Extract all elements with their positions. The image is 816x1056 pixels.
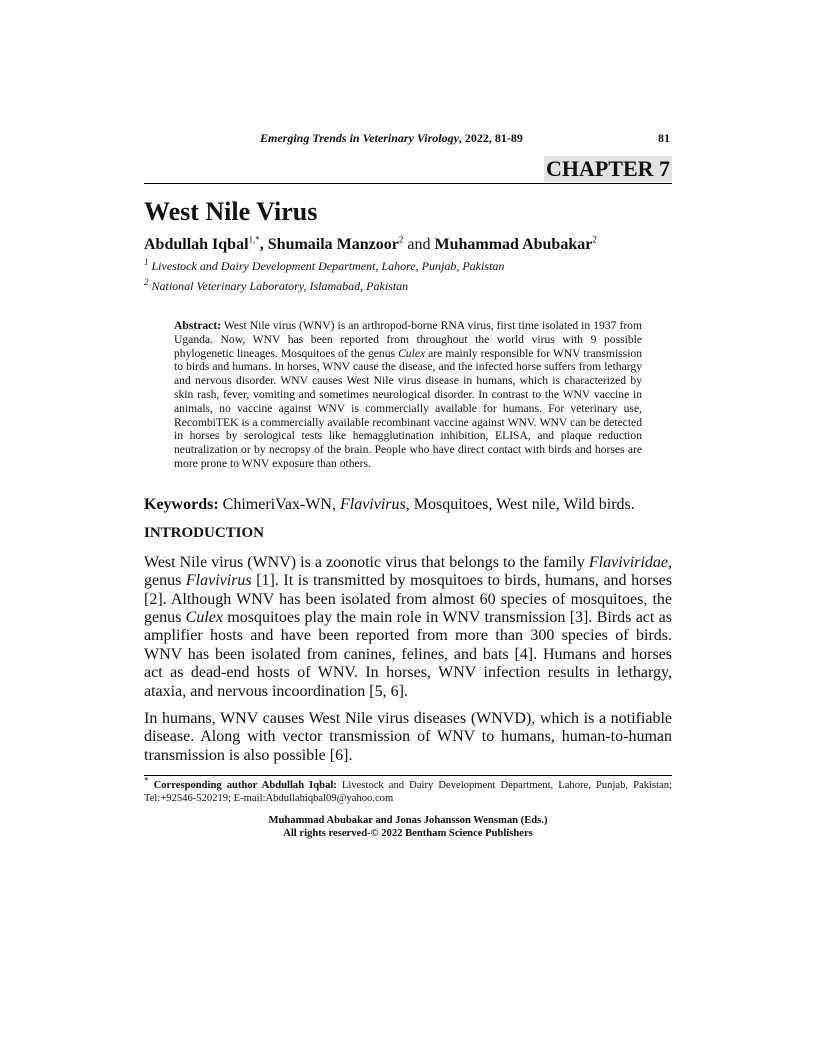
author-name: Abdullah Iqbal: [144, 236, 249, 253]
footnote-label: Corresponding author Abdullah Iqbal:: [153, 780, 337, 792]
editors-line: Muhammad Abubakar and Jonas Johansson Wensman (Eds.): [268, 815, 548, 827]
author-affiliation-mark: 1,*: [248, 234, 260, 245]
journal-title: Emerging Trends in Veterinary Virology: [260, 131, 459, 145]
text: mosquitoes play the main role in WNV transmission [3]. Birds act as amplifier hosts and have been reported from more than 300 species of birds. WNV has been isolated from canines, felines, and bats [4]. Humans and horses act as dead-end hosts of WNV. In horses, WNV infection results in lethargy, ataxia, and nervous incoordination [5, 6].: [144, 608, 673, 700]
section-heading: INTRODUCTION: [144, 524, 265, 541]
copyright-line: All rights reserved-© 2022 Bentham Science Publishers: [283, 827, 533, 839]
affiliation-text: National Veterinary Laboratory, Islamabad, Pakistan: [151, 279, 409, 293]
keywords-text: ChimeriVax-WN,: [218, 495, 340, 513]
italic-text: Flaviviridae: [588, 553, 668, 571]
author-list: [144, 235, 597, 255]
journal-year-pages: , 2022, 81-89: [458, 131, 523, 145]
body-paragraph: [144, 554, 672, 701]
footnote-text: Livestock and Dairy Development Department, Lahore, Punjab, Pakistan; Tel:+92546-520219; E-mail:Abdullahiqbal09@yahoo.com: [144, 780, 672, 805]
keywords-italic: Flavivirus: [339, 495, 406, 513]
affiliation: [144, 278, 408, 294]
keywords: [144, 495, 672, 515]
abstract-label: Abstract:: [174, 319, 222, 332]
journal-citation: [260, 131, 523, 146]
affiliation-mark: 1: [144, 257, 149, 267]
body-paragraph: In humans, WNV causes West Nile virus diseases (WNVD), which is a notifiable disease. Along with vector transmission of WNV to humans, human-to-human transmission is also possible [6].: [144, 710, 672, 764]
italic-text: Flavivirus: [185, 572, 252, 590]
author-separator: and: [403, 236, 435, 253]
footnote-divider: [144, 775, 672, 776]
footnote-mark: *: [144, 775, 149, 786]
main-content: [144, 319, 672, 840]
chapter-title: West Nile Virus: [144, 197, 318, 226]
text: [1]. It is transmitted by mosquitoes to birds, humans, and horses [2]. Although WNV has been isolated from almost 60 species of mosquitoes, the genus: [144, 572, 672, 626]
text: West Nile virus (WNV) is a zoonotic virus that belongs to the family: [144, 553, 589, 571]
author-name: Muhammad Abubakar: [434, 236, 593, 253]
affiliation: [144, 258, 504, 274]
chapter-label: CHAPTER 7: [545, 156, 670, 181]
page-footer: [144, 815, 672, 840]
header-divider: [144, 183, 672, 184]
author-separator: ,: [259, 236, 268, 253]
keywords-label: Keywords:: [144, 495, 219, 513]
abstract-text: are mainly responsible for WNV transmission to birds and humans. In horses, WNV cause the disease, and the infected horse suffers from lethargy and nervous disorder. WNV causes West Nile virus disease in humans, which is characterized by skin rash, fever, vomiting and sometimes neurological disorder. In contrast to the WNV vaccine in animals, no vaccine against WNV is commercially available for humans. For veterinary use, RecombiTEK is a commercially available recombinant vaccine against WNV. WNV can be detected in horses by serological tests like hemagglutination inhibition, ELISA, and plaque reduction neutralization or by necropsy of the brain. People who have direct contact with birds and horses are more prone to WNV exposure than others.: [174, 346, 643, 470]
footnote: [144, 775, 672, 805]
author-name: Shumaila Manzoor: [267, 236, 399, 253]
abstract: [174, 319, 642, 471]
italic-text: Culex: [185, 608, 223, 626]
abstract-italic: Culex: [398, 346, 426, 360]
affiliation-text: Livestock and Dairy Development Department, Lahore, Punjab, Pakistan: [151, 259, 505, 273]
affiliation-mark: 2: [144, 277, 149, 287]
running-header: [144, 131, 672, 147]
abstract-text: West Nile virus (WNV) is an arthropod-borne RNA virus, first time isolated in 1937 from Uganda. Now, WNV has been reported from throughout the world virus with 9 possible phylogenetic lineages. Mosquitoes of the genus: [174, 319, 642, 360]
keywords-text: , Mosquitoes, West nile, Wild birds.: [405, 495, 635, 513]
page-number: 81: [658, 131, 670, 145]
author-affiliation-mark: 2: [398, 234, 404, 245]
text: , genus: [144, 553, 672, 590]
author-affiliation-mark: 2: [592, 234, 597, 245]
